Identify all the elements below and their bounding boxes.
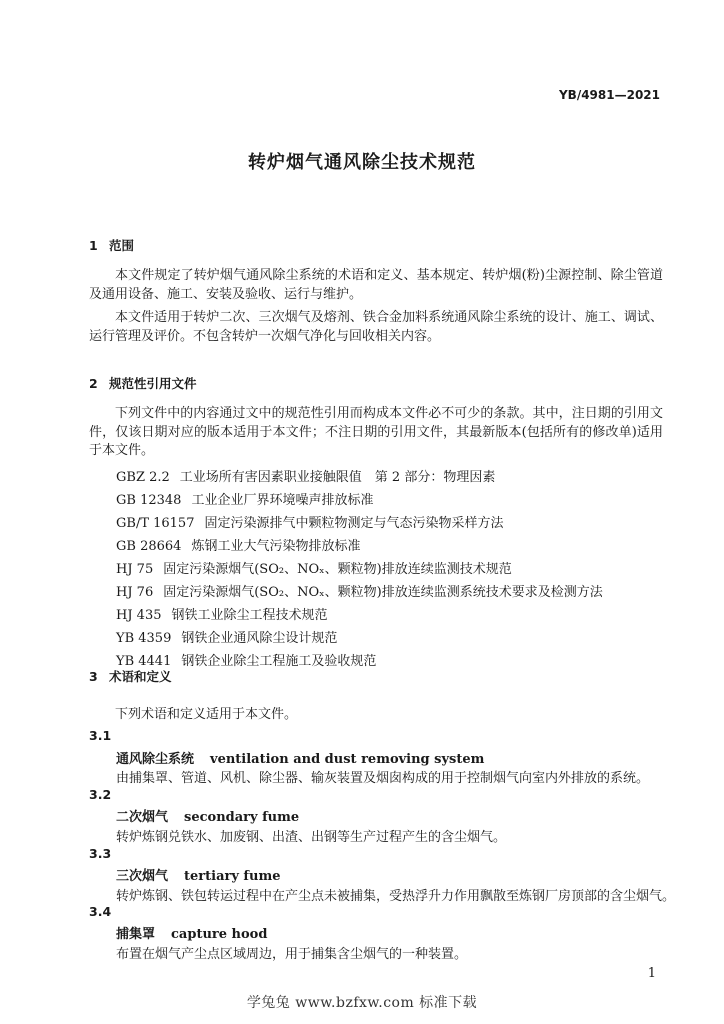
reference-item [116,512,504,531]
footer-watermark: 学兔兔 www.bzfxw.com 标准下载 [246,995,478,1011]
term-definition: 由捕集罩、管道、风机、除尘器、输灰装置及烟囱构成的用于控制烟气向室内外排放的系统。 [116,771,650,786]
term-name-cn: 二次烟气 [116,810,169,825]
reference-item [116,535,360,554]
page-number: 1 [647,966,656,981]
reference-code: GB 12348 [116,493,182,508]
reference-code: HJ 435 [116,608,162,623]
section-heading-scope [89,236,134,254]
term-number: 3.3 [89,846,112,861]
reference-code: GB 28664 [116,539,182,554]
normative-intro: 下列文件中的内容通过文中的规范性引用而构成本文件必不可少的条款。其中，注日期的引用文件，仅该日期对应的版本适用于本文件；不注日期的引用文件，其最新版本(包括所有的修改单)适用于本文件。 [89,406,663,458]
term-name-en: tertiary fume [184,869,281,884]
document-title: 转炉烟气通风除尘技术规范 [248,152,476,173]
reference-item [116,627,337,646]
term-number: 3.1 [89,728,112,743]
term-name-cn: 通风除尘系统 [116,752,195,767]
term-name-en: secondary fume [184,810,300,825]
scope-paragraph-1: 本文件规定了转炉烟气通风除尘系统的术语和定义、基本规定、转炉烟(粉)尘源控制、除尘管道及通用设备、施工、安装及验收、运行与维护。 [89,268,663,302]
section-title: 范围 [109,238,135,253]
scope-paragraph-2: 本文件适用于转炉二次、三次烟气及熔剂、铁合金加料系统通风除尘系统的设计、施工、调试、运行管理及评价。不包含转炉一次烟气净化与回收相关内容。 [89,310,663,344]
reference-code: GB/T 16157 [116,516,195,531]
reference-title: 固定污染源烟气(SO₂、NOₓ、颗粒物)排放连续监测系统技术要求及检测方法 [163,585,603,600]
term-name [116,748,484,767]
term-name [116,865,281,884]
term-name [116,923,267,942]
reference-title: 固定污染源烟气(SO₂、NOₓ、颗粒物)排放连续监测技术规范 [163,562,512,577]
section-number: 2 [89,376,98,391]
reference-code: HJ 75 [116,562,154,577]
reference-title: 钢铁企业通风除尘设计规范 [181,631,338,646]
reference-item [116,489,373,508]
term-name-cn: 捕集罩 [116,927,156,942]
reference-code: GBZ 2.2 [116,470,170,485]
term-definition: 转炉炼钢、铁包转运过程中在产尘点未被捕集，受热浮升力作用飘散至炼钢厂房顶部的含尘烟气。 [116,889,676,904]
reference-code: HJ 76 [116,585,154,600]
reference-code: YB 4441 [116,654,172,669]
term-name-en: ventilation and dust removing system [210,752,485,767]
reference-item [116,604,328,623]
reference-item [116,581,603,600]
term-name [116,806,299,825]
terms-intro: 下列术语和定义适用于本文件。 [115,707,298,722]
section-heading-terms [89,667,172,685]
reference-code: YB 4359 [116,631,172,646]
reference-title: 炼钢工业大气污染物排放标准 [191,539,361,554]
reference-title: 钢铁企业除尘工程施工及验收规范 [181,654,377,669]
section-title: 规范性引用文件 [109,376,197,391]
reference-title: 工业企业厂界环境噪声排放标准 [191,493,374,508]
reference-item [116,466,495,485]
reference-title: 工业场所有害因素职业接触限值 第 2 部分：物理因素 [179,470,496,485]
reference-title: 钢铁工业除尘工程技术规范 [171,608,328,623]
term-definition: 转炉炼钢兑铁水、加废钢、出渣、出钢等生产过程产生的含尘烟气。 [116,830,507,845]
reference-item [116,558,512,577]
term-number: 3.4 [89,904,112,919]
reference-title: 固定污染源排气中颗粒物测定与气态污染物采样方法 [204,516,504,531]
term-name-cn: 三次烟气 [116,869,169,884]
standard-code: YB/4981—2021 [558,88,660,102]
term-number: 3.2 [89,787,112,802]
section-heading-normative [89,374,197,392]
section-title: 术语和定义 [109,669,172,684]
section-number: 3 [89,669,98,684]
term-name-en: capture hood [171,927,268,942]
term-definition: 布置在烟气产尘点区域周边，用于捕集含尘烟气的一种装置。 [116,947,468,962]
section-number: 1 [89,238,98,253]
